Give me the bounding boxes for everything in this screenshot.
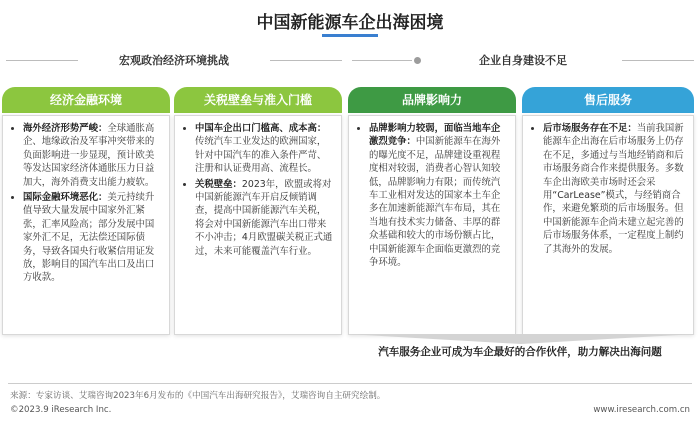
banner-arrow [346, 334, 696, 344]
section-title: 企业自身建设不足 [479, 54, 567, 67]
card-economic-finance [2, 87, 170, 335]
card-header: 售后服务 [522, 87, 694, 113]
card-after-sales [522, 87, 694, 335]
item-text: 当前我国新能源车企出海在后市场服务上仍存在不足，多通过与当地经销商和后市场服务商合作来提供服务。多数车企出海欧美市场时还会采用“CarLease”模式，与经销商合作，来避免繁琐的后市场服务。但中国新能源车企尚未建立起完善的后市场服务体系，一定程度上制约了其海外的发展。 [543, 123, 684, 255]
item-text: 2023年，欧盟或将对中国新能源汽车开启反倾销调查，提高中国新能源汽车关税，将会对中国新能源汽车出口带来不小冲击；4月欧盟碳关税正式通过，未来可能覆盖汽车行业。 [195, 178, 333, 257]
card-tariff-barriers [174, 87, 342, 335]
list-item [543, 122, 685, 256]
item-heading: 品牌影响力较弱，面临当地车企激烈竞争： [369, 123, 501, 148]
list-item [369, 122, 507, 269]
conclusion-note: 汽车服务企业可成为车企最好的合作伙伴，助力解决出海问题 [378, 346, 662, 358]
card-brand-influence [348, 87, 516, 335]
item-heading: 关税壁垒： [195, 178, 242, 190]
card-body [348, 115, 516, 335]
card-header: 经济金融环境 [2, 87, 170, 113]
website-link[interactable]: www.iresearch.com.cn [593, 405, 690, 415]
list-item [195, 122, 333, 176]
card-body [2, 115, 170, 335]
source-note: 来源：专家访谈、艾瑞咨询2023年6月发布的《中国汽车出海研究报告》，艾瑞咨询自主研究绘制。 [10, 391, 386, 401]
card-body [522, 115, 694, 335]
card-header: 品牌影响力 [348, 87, 516, 113]
item-heading: 国际金融环境恶化： [23, 192, 108, 204]
section-title: 宏观政治经济环境挑战 [119, 54, 229, 67]
item-text: 传统汽车工业发达的欧洲国家，针对中国汽车的准入条件严苛、注册和认证费用高、流程长。 [195, 136, 327, 175]
card-header: 关税壁垒与准入门槛 [174, 87, 342, 113]
item-text: 全球通胀高企、地缘政治及军事冲突带来的负面影响进一步显现，预计欧美等发达国家经济体通胀压力日益加大，海外消费支出能力疲软。 [23, 123, 155, 188]
item-heading: 后市场服务存在不足： [543, 123, 637, 134]
card-body [174, 115, 342, 335]
list-item [195, 178, 333, 258]
list-item [23, 122, 161, 189]
section-header-macro [6, 50, 342, 72]
section-header-internal [352, 50, 694, 72]
item-heading: 中国车企出口门槛高、成本高： [195, 123, 327, 134]
item-text: 中国新能源车在海外的曝光度不足，品牌建设重视程度相对较弱，消费者心智认知较低，品牌影响力有限；而传统汽车工业相对发达的国家本土车企多在加速新能源汽车布局，其在当地有技术实力储备、丰厚的群众基础和较大的市场份额占比，中国新能源车企面临更激烈的竞争环境。 [369, 136, 501, 269]
item-text: 美元持续升值导致大量发展中国家外汇紧张，汇率风险高；部分发展中国家外汇不足，无法偿还国际债务，导致各国央行收紧信用证发放，影响目的国汽车出口及出口方收款。 [23, 192, 155, 284]
footer-divider [8, 383, 692, 384]
page-title: 中国新能源车企出海困境 [256, 13, 444, 33]
copyright: ©2023.9 iResearch Inc. [10, 405, 112, 415]
list-item [23, 191, 161, 285]
title-underline [322, 34, 378, 37]
item-heading: 海外经济形势严峻： [23, 123, 108, 134]
